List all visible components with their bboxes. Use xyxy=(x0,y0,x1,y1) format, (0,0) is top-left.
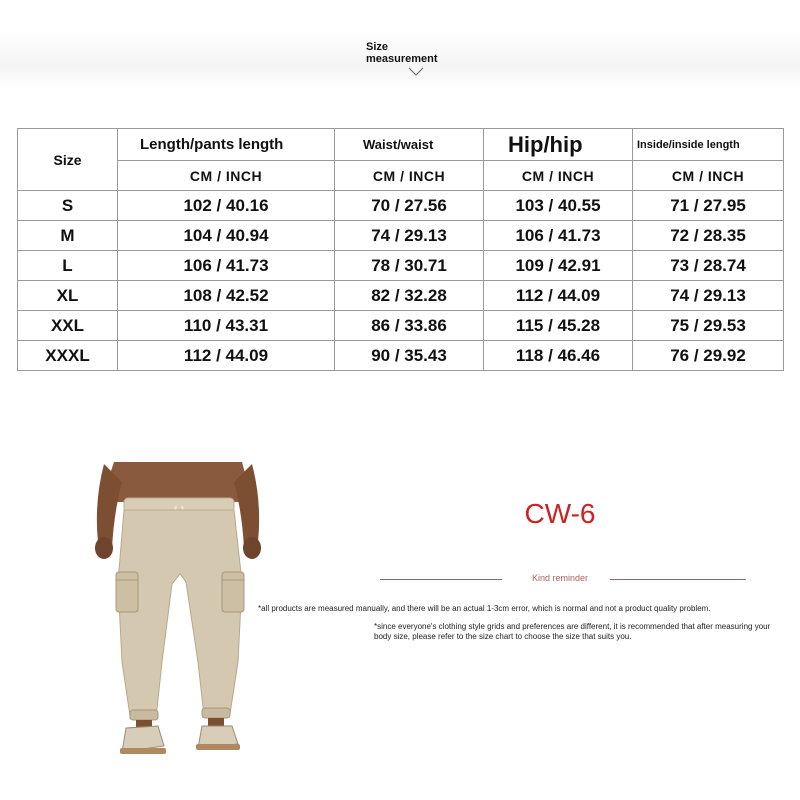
length-column-header: Length/pants length xyxy=(118,129,335,161)
hip-cell: 112 / 44.09 xyxy=(484,281,633,311)
hip-cell: 109 / 42.91 xyxy=(484,251,633,281)
size-cell: L xyxy=(18,251,118,281)
title-line-1: Size xyxy=(366,41,389,53)
waist-cell: 90 / 35.43 xyxy=(335,341,484,371)
size-chart-table xyxy=(17,128,784,371)
hip-cell: 118 / 46.46 xyxy=(484,341,633,371)
hip-cell: 115 / 45.28 xyxy=(484,311,633,341)
inside-length-cell: 73 / 28.74 xyxy=(633,251,784,281)
waist-cell: 78 / 30.71 xyxy=(335,251,484,281)
waist-cell: 74 / 29.13 xyxy=(335,221,484,251)
length-cell: 110 / 43.31 xyxy=(118,311,335,341)
table-row xyxy=(18,341,784,371)
length-cell: 108 / 42.52 xyxy=(118,281,335,311)
inside-length-cell: 75 / 29.53 xyxy=(633,311,784,341)
inside-length-cell: 74 / 29.13 xyxy=(633,281,784,311)
hip-column-header: Hip/hip xyxy=(484,129,633,161)
length-cell: 112 / 44.09 xyxy=(118,341,335,371)
size-cell: XXL xyxy=(18,311,118,341)
size-column-header: Size xyxy=(18,129,118,191)
model-code: CW-6 xyxy=(524,498,596,529)
page-title xyxy=(366,41,438,65)
inside-length-cell: 72 / 28.35 xyxy=(633,221,784,251)
length-cell: 104 / 40.94 xyxy=(118,221,335,251)
waist-cell: 82 / 32.28 xyxy=(335,281,484,311)
inside-length-column-header: Inside/inside length xyxy=(633,129,784,161)
table-row xyxy=(18,191,784,221)
table-row xyxy=(18,221,784,251)
size-cell: S xyxy=(18,191,118,221)
size-cell: XL xyxy=(18,281,118,311)
divider xyxy=(610,579,746,580)
inside-length-unit: CM / INCH xyxy=(633,161,784,191)
title-line-2: measurement xyxy=(366,53,438,65)
waist-cell: 86 / 33.86 xyxy=(335,311,484,341)
length-cell: 106 / 41.73 xyxy=(118,251,335,281)
waist-cell: 70 / 27.56 xyxy=(335,191,484,221)
measurement-note: *all products are measured manually, and there will be an actual 1-3cm error, which is normal and not a product quality problem. xyxy=(258,604,711,613)
chevron-down-icon xyxy=(407,62,425,80)
size-cell: M xyxy=(18,221,118,251)
kind-reminder-title: Kind reminder xyxy=(531,573,589,583)
hip-cell: 103 / 40.55 xyxy=(484,191,633,221)
divider xyxy=(380,579,502,580)
waist-unit: CM / INCH xyxy=(335,161,484,191)
size-advice-note: *since everyone's clothing style grids and preferences are different, it is recommended that after measuring your body size, please refer to the size chart to choose the size that suits you. xyxy=(374,622,771,641)
inside-length-cell: 71 / 27.95 xyxy=(633,191,784,221)
hip-cell: 106 / 41.73 xyxy=(484,221,633,251)
size-cell: XXXL xyxy=(18,341,118,371)
table-row xyxy=(18,281,784,311)
table-row xyxy=(18,311,784,341)
length-unit: CM / INCH xyxy=(118,161,335,191)
waist-column-header: Waist/waist xyxy=(335,129,484,161)
inside-length-cell: 76 / 29.92 xyxy=(633,341,784,371)
product-image xyxy=(92,462,270,758)
table-row xyxy=(18,251,784,281)
hip-unit: CM / INCH xyxy=(484,161,633,191)
length-cell: 102 / 40.16 xyxy=(118,191,335,221)
